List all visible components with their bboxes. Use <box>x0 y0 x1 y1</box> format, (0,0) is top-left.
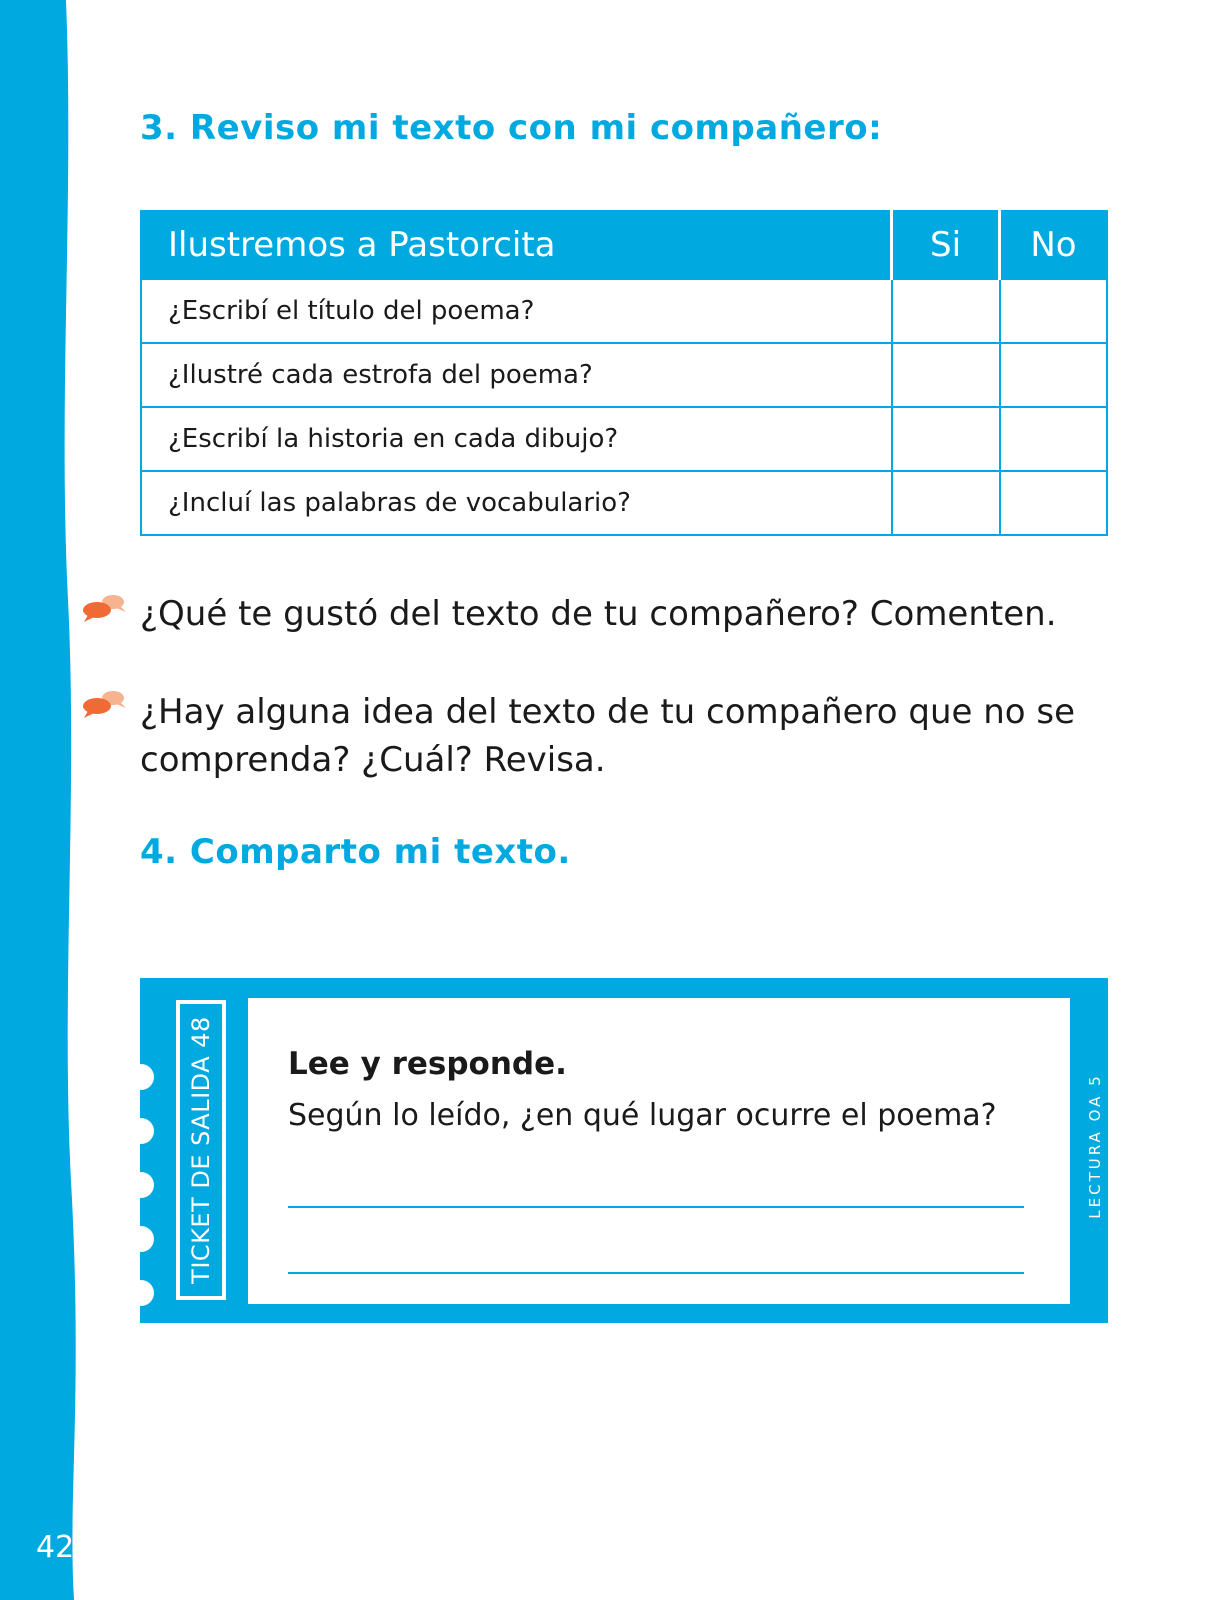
ticket-side-label: LECTURA OA 5 <box>1086 1073 1104 1219</box>
ticket-notch <box>128 1118 154 1144</box>
ticket-question: Según lo leído, ¿en qué lugar ocurre el poema? <box>288 1098 997 1133</box>
no-checkbox-cell[interactable] <box>1000 343 1108 407</box>
ticket-title: Lee y responde. <box>288 1046 567 1082</box>
speech-bubbles-icon <box>80 688 130 724</box>
yes-checkbox-cell[interactable] <box>892 407 1000 471</box>
answer-line[interactable] <box>288 1272 1024 1274</box>
discussion-prompt: ¿Hay alguna idea del texto de tu compañero que no se comprenda? ¿Cuál? Revisa. <box>140 692 1076 780</box>
question-cell: ¿Escribí la historia en cada dibujo? <box>141 407 892 471</box>
ticket-tab <box>176 1000 226 1300</box>
table-header-row <box>141 211 1107 279</box>
page-number: 42 <box>36 1530 75 1565</box>
ticket-panel <box>248 998 1070 1304</box>
no-checkbox-cell[interactable] <box>1000 471 1108 535</box>
table-title: Ilustremos a Pastorcita <box>141 211 892 279</box>
table-row <box>141 471 1107 535</box>
question-cell: ¿Ilustré cada estrofa del poema? <box>141 343 892 407</box>
question-cell: ¿Incluí las palabras de vocabulario? <box>141 471 892 535</box>
exit-ticket <box>140 978 1108 1323</box>
question-cell: ¿Escribí el título del poema? <box>141 279 892 343</box>
answer-line[interactable] <box>288 1206 1024 1208</box>
ticket-notch <box>128 1064 154 1090</box>
yes-checkbox-cell[interactable] <box>892 343 1000 407</box>
ticket-notch <box>128 1280 154 1306</box>
ticket-notch <box>128 1226 154 1252</box>
discussion-prompt: ¿Qué te gustó del texto de tu compañero? Comenten. <box>140 594 1057 634</box>
section-4-heading: 4. Comparto mi texto. <box>140 832 571 872</box>
speech-bubbles-icon <box>80 592 130 628</box>
no-column-header: No <box>1000 211 1108 279</box>
section-3-heading: 3. Reviso mi texto con mi compañero: <box>140 108 883 148</box>
no-checkbox-cell[interactable] <box>1000 407 1108 471</box>
ticket-tab-label: TICKET DE SALIDA 48 <box>187 1016 215 1284</box>
yes-checkbox-cell[interactable] <box>892 471 1000 535</box>
no-checkbox-cell[interactable] <box>1000 279 1108 343</box>
ticket-notch <box>128 1172 154 1198</box>
table-row <box>141 279 1107 343</box>
table-row <box>141 343 1107 407</box>
review-checklist-table <box>140 210 1108 536</box>
side-decorative-band <box>0 0 90 1600</box>
yes-checkbox-cell[interactable] <box>892 279 1000 343</box>
table-row <box>141 407 1107 471</box>
yes-column-header: Si <box>892 211 1000 279</box>
